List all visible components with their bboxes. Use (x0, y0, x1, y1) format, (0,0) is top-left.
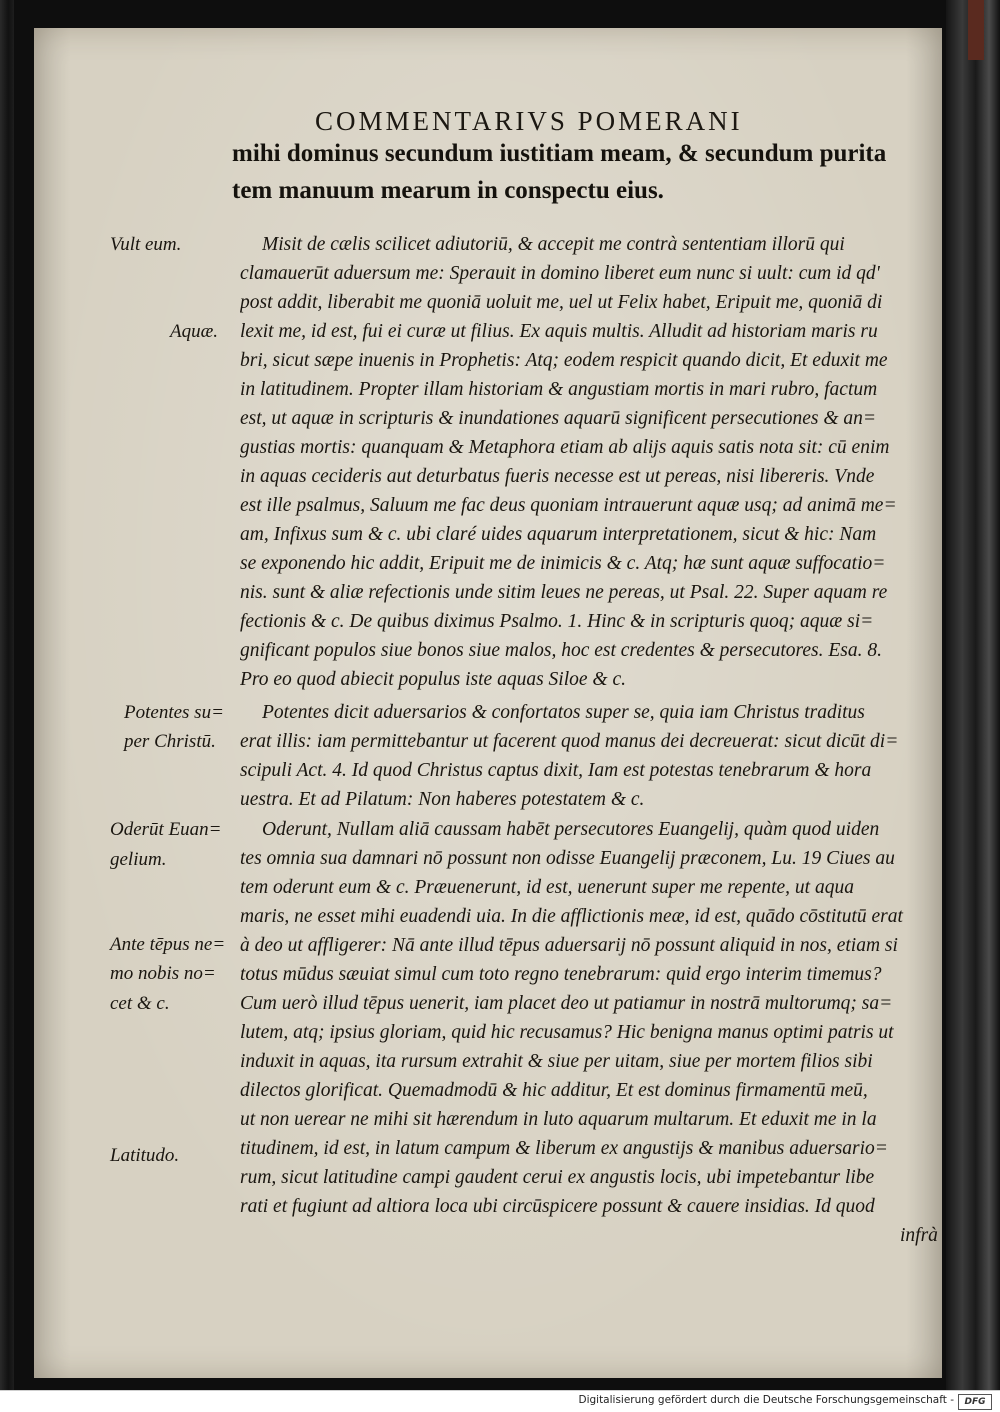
body-text-line: tes omnia sua damnari nō possunt non odisse Euangelij præconem, Lu. 19 Ciues au (240, 848, 895, 869)
body-text-line: est ille psalmus, Saluum me fac deus quoniam intrauerunt aquæ usq; ad animā me= (240, 495, 897, 516)
psalm-verse-line: mihi dominus secundum iustitiam meam, & secundum purita (232, 140, 887, 167)
body-text-line: est, ut aquæ in scripturis & inundationes aquarū significent persecutiones & an= (240, 408, 877, 429)
body-text-line: gnificant populos siue bonos siue malos, hoc est credentes & persecutores. Esa. 8. (240, 640, 882, 661)
margin-note: Oderūt Euan= (110, 819, 222, 840)
body-text-line: erat illis: iam permittebantur ut facerent quod manus dei decreuerat: sicut dicūt di= (240, 731, 899, 752)
footer-credit: Digitalisierung gefördert durch die Deutsche Forschungsgemeinschaft - (578, 1394, 954, 1406)
body-text-line: Cum uerò illud tēpus uenerit, iam placet deo ut patiamur in nostrā multorumq; sa= (240, 993, 893, 1014)
footer-bar (0, 1390, 1000, 1412)
margin-note: cet & c. (110, 993, 170, 1014)
body-text-line: se exponendo hic addit, Eripuit me de inimicis & c. Atq; hæ sunt aquæ suffocatio= (240, 553, 886, 574)
book-binding-edge (0, 0, 14, 1390)
margin-note: gelium. (110, 849, 167, 870)
page-edges (946, 0, 1000, 1390)
margin-note: Latitudo. (110, 1145, 180, 1166)
body-text-line: lutem, atq; ipsius gloriam, quid hic recusamus? Hic benigna manus optimi patris ut (240, 1022, 894, 1043)
margin-note: Aquæ. (170, 321, 219, 342)
body-text-line: lexit me, id est, fui ei curæ ut filius. Ex aquis multis. Alludit ad historiam maris ru (240, 321, 878, 342)
body-text-line: scipuli Act. 4. Id quod Christus captus dixit, Iam est potestas tenebrarum & hora (240, 760, 872, 781)
margin-note: Potentes su= (124, 702, 224, 723)
body-text-line: ut non uerear ne mihi sit hærendum in luto aquarum multarum. Et eduxit me in la (240, 1109, 877, 1130)
margin-note: Vult eum. (110, 234, 182, 255)
body-text-line: rati et fugiunt ad altiora loca ubi circūspicere possunt & cauere insidias. Id quod (240, 1196, 875, 1217)
dfg-logo: DFG (958, 1394, 992, 1410)
body-text-line: maris, ne esset mihi euadendi uia. In die afflictionis meæ, id est, quādo cōstitutū erat (240, 906, 903, 927)
body-text-line: tem oderunt eum & c. Præuenerunt, id est, uenerunt super me repente, ut aqua (240, 877, 854, 898)
body-text-line: à deo ut affligerer: Nā ante illud tēpus aduersarij nō possunt aliquid in nos, etiam si (240, 935, 898, 956)
body-text-line: rum, sicut latitudine campi gaudent cerui ex angustis locis, ubi impetebantur libe (240, 1167, 875, 1188)
body-text-line: post addit, liberabit me quoniā uoluit me, uel ut Felix habet, Eripuit me, quoniā di (240, 292, 883, 313)
bookmark-ribbon (968, 0, 984, 60)
body-text-line: uestra. Et ad Pilatum: Non haberes potestatem & c. (240, 789, 645, 810)
body-text-line: Misit de cælis scilicet adiutoriū, & accepit me contrà sententiam illorū qui (262, 234, 845, 255)
body-text-line: clamauerūt aduersum me: Sperauit in domino liberet eum nunc si uult: cum id qd' (240, 263, 880, 284)
margin-note: Ante tēpus ne= (110, 934, 226, 955)
margin-note: per Christū. (124, 731, 216, 752)
body-text-line: induxit in aquas, ita rursum extrahit & siue per uitam, siue per mortem filios sibi (240, 1051, 873, 1072)
body-text-line: fectionis & c. De quibus diximus Psalmo. 1. Hinc & in scripturis quoq; aquæ si= (240, 611, 874, 632)
body-text-line: am, Infixus sum & c. ubi claré uides aquarum interpretationem, sicut & hic: Nam (240, 524, 877, 545)
body-text-line: totus mūdus sæuiat simul cum toto regno tenebrarum: quid ergo interim timemus? (240, 964, 882, 985)
body-text-line: titudinem, id est, in latum campum & liberum ex angustijs & manibus aduersario= (240, 1138, 888, 1159)
body-text-line: in latitudinem. Propter illam historiam & angustiam mortis in mari rubro, factum (240, 379, 878, 400)
margin-note: mo nobis no= (110, 963, 216, 984)
catchword: infrà (900, 1225, 938, 1246)
body-text-line: dilectos glorificat. Quemadmodū & hic additur, Et est dominus firmamentū meū, (240, 1080, 868, 1101)
body-text-line: Potentes dicit aduersarios & confortatos super se, quia iam Christus traditus (262, 702, 865, 723)
body-text-line: gustias mortis: quanquam & Metaphora etiam ab alijs aquis satis nota sit: cū enim (240, 437, 890, 458)
body-text-line: bri, sicut sæpe inuenis in Prophetis: Atq; eodem respicit quando dicit, Et eduxit me (240, 350, 888, 371)
running-head: COMMENTARIVS POMERANI (315, 106, 743, 136)
body-text-line: in aquas cecideris aut deturbatus fueris necesse est ut pereas, nisi libereris. Vnde (240, 466, 875, 487)
psalm-verse-line: tem manuum mearum in conspectu eius. (232, 177, 664, 204)
body-text-line: nis. sunt & aliæ refectionis unde sitim leues ne pereas, ut Psal. 22. Super aquam re (240, 582, 888, 603)
body-text-line: Pro eo quod abiecit populus iste aquas Siloe & c. (240, 669, 626, 690)
body-text-line: Oderunt, Nullam aliā caussam habēt persecutores Euangelij, quàm quod uiden (262, 819, 880, 840)
